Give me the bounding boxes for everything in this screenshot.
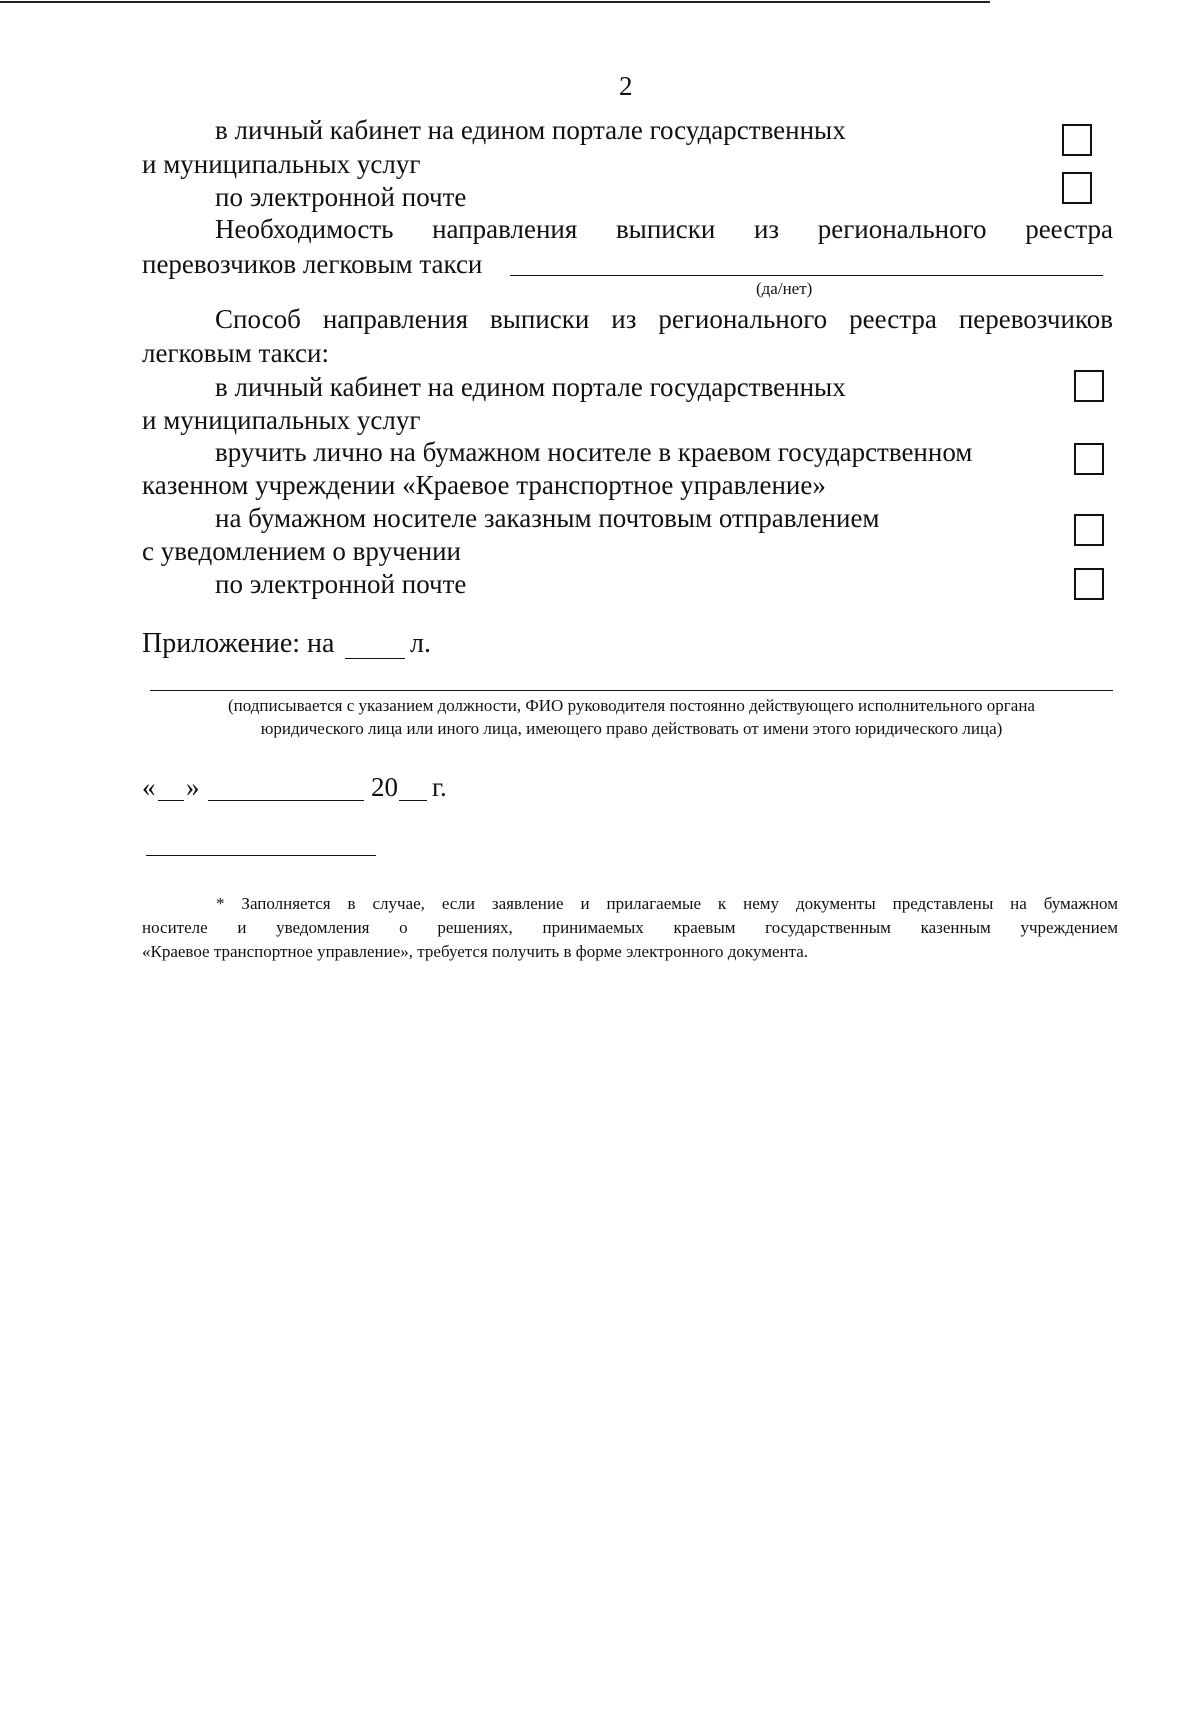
method-option-portal-line1: в личный кабинет на едином портале государственных [215,372,846,402]
top-border-line [0,1,990,3]
checkbox-method-email[interactable] [1074,568,1104,600]
need-extract-line1 [215,213,1113,245]
date-open-quote: « [142,772,156,802]
method-option-email: по электронной почте [215,569,467,599]
word: выписки [489,304,590,334]
method-option-in-person-line1: вручить лично на бумажном носителе в краевом государственном [215,437,973,467]
page-number: 2 [619,71,633,101]
checkbox-method-portal[interactable] [1074,370,1104,402]
method-option-mail-line2: с уведомлением о вручении [142,536,461,566]
method-option-portal-line2: и муниципальных услуг [142,405,421,435]
word: регионального [817,214,987,244]
word: перевозчиков [958,304,1113,334]
footnote-line1: * Заполняется в случае, если заявление и прилагаемые к нему документы представлены на бумажном [216,894,1118,913]
word: Способ [215,304,301,334]
word: выписки [615,214,716,244]
date-year-field[interactable] [399,800,427,801]
attachment-pages-field[interactable] [345,658,405,659]
method-line1 [215,303,1113,335]
signature-line[interactable] [150,690,1113,691]
checkbox-email-1[interactable] [1062,172,1092,204]
attachment-suffix: л. [410,628,431,659]
method-option-in-person-line2: казенном учреждении «Краевое транспортное управление» [142,470,826,500]
date-close-quote: » [186,772,200,802]
option-email-1: по электронной почте [215,182,467,212]
word: реестра [1025,214,1113,244]
word: направления [322,304,468,334]
word: Необходимость [215,214,394,244]
footnote-separator [146,855,376,856]
word: регионального [658,304,828,334]
word: из [753,214,780,244]
need-extract-line2: перевозчиков легковым такси [142,249,483,279]
date-year-prefix: 20 [371,772,398,802]
checkbox-portal-1[interactable] [1062,124,1092,156]
word: из [611,304,637,334]
footnote [142,892,1118,964]
date-year-suffix: г. [432,772,447,802]
signature-caption-line1: (подписывается с указанием должности, ФИО руководителя постоянно действующего исполнительного органа [228,696,1035,715]
date-month-field[interactable] [208,800,364,801]
date-day-field[interactable] [158,800,184,801]
signature-caption-line2: юридического лица или иного лица, имеющего право действовать от имени этого юридического лица) [260,719,1003,738]
word: направления [432,214,578,244]
method-line2: легковым такси: [142,338,329,368]
footnote-line2: носителе и уведомления о решениях, принимаемых краевым государственным казенным учреждением [142,918,1118,937]
checkbox-method-mail[interactable] [1074,514,1104,546]
yes-no-caption: (да/нет) [756,279,813,298]
option-portal-line2: и муниципальных услуг [142,149,421,179]
yes-no-answer-line[interactable] [510,275,1103,276]
attachment-prefix: Приложение: на [142,628,335,659]
footnote-line3: «Краевое транспортное управление», требуется получить в форме электронного документа. [142,942,809,961]
option-portal-line1: в личный кабинет на едином портале государственных [215,115,846,145]
word: реестра [849,304,937,334]
method-option-mail-line1: на бумажном носителе заказным почтовым отправлением [215,503,880,533]
checkbox-method-in-person[interactable] [1074,443,1104,475]
